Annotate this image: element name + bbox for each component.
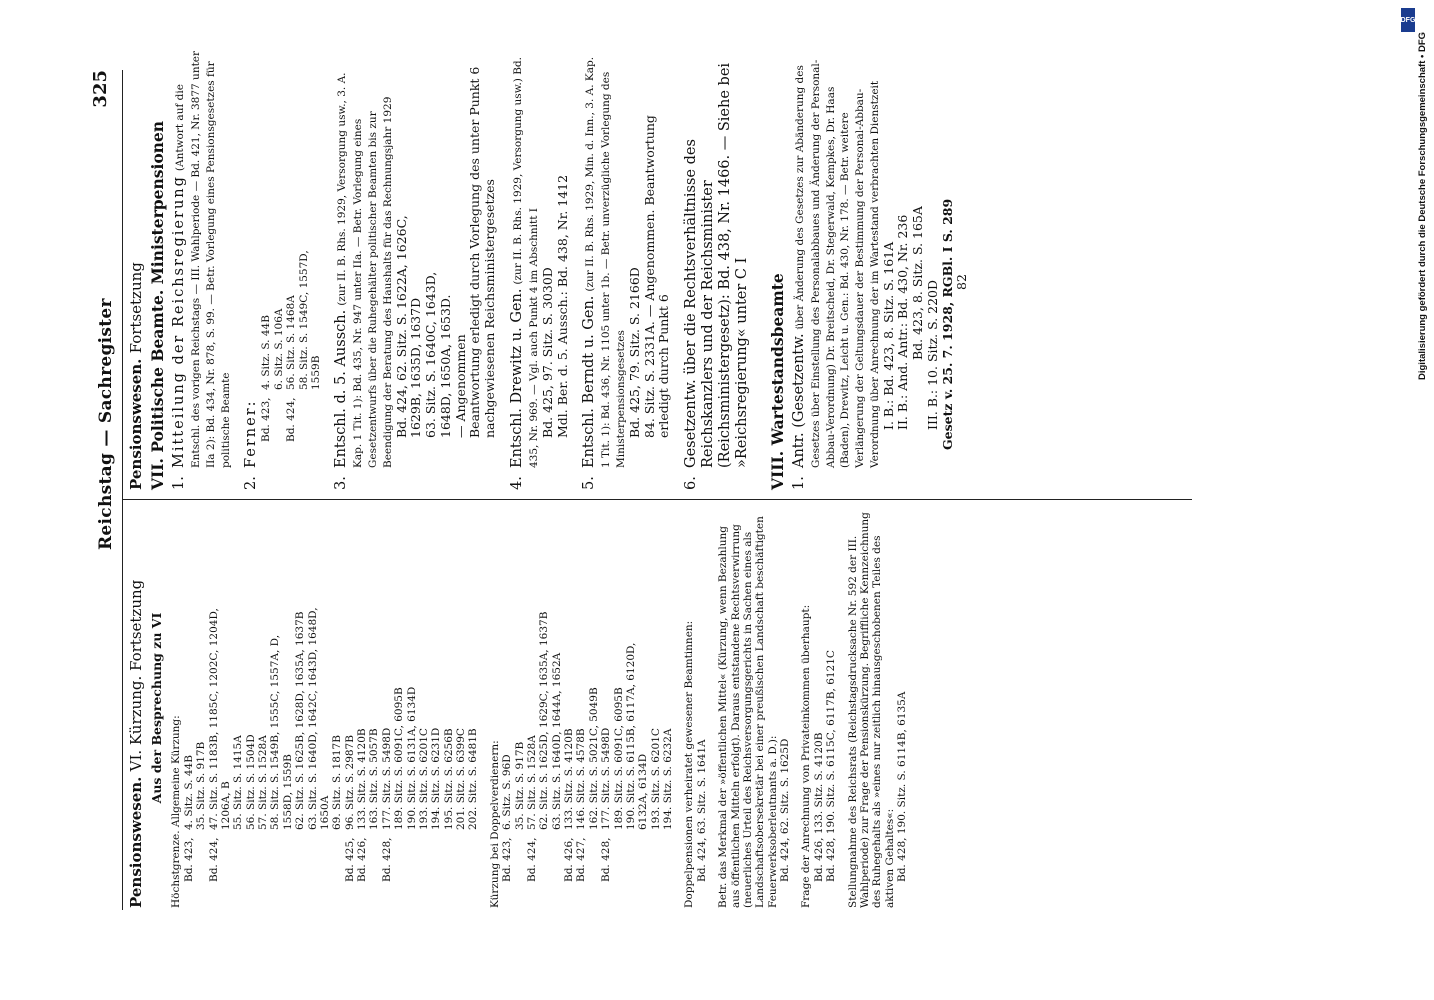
item-3-after (395, 50, 498, 468)
paragraph-5: Frage der Anrechnung von Privateinkommen überhaupt: (800, 604, 813, 908)
reference-line: Beantwortung erledigt durch Vorlegung des unter Punkt 6 nachgewiesenen Reichsministergesetzes (467, 66, 498, 438)
header-rule (122, 70, 123, 910)
paragraph-3-ref: Bd. 424, 63. Sitz. S. 1641A (695, 739, 708, 882)
section-vii-title: VII. Politische Beamte. Ministerpensionen (147, 120, 167, 490)
item-number: 6. (683, 476, 700, 490)
left-intro-2: Kürzung bei Doppelverdienern: (488, 740, 501, 908)
item-title: Entschl. Berndt u. Gen. (581, 295, 598, 468)
vii-item-4 (509, 50, 570, 490)
reference-line: 195. Sitz. S. 6256B (442, 728, 455, 830)
reference-line: 63. Sitz. S. 1640D, 1642C, 1643D, 1648D, (306, 607, 319, 830)
section-subtitle: VI. Kürzung. Fortsetzung (127, 579, 145, 772)
reference-line: 193. Sitz. S. 6201C (649, 728, 662, 830)
item-5-after (628, 50, 672, 468)
section-title-text: Pensionswesen. (127, 776, 145, 908)
reference-line: 1558D, 1559B (281, 754, 294, 830)
reference-line: 63. Sitz. S. 1640C, 1643D, (423, 271, 439, 438)
reference-line: Bd. 424, 62. Sitz. S. 1622A, 1626C, (393, 215, 409, 438)
left-section-title (128, 508, 146, 908)
reference-line: 190. Sitz. S. 6131A, 6134D (405, 686, 418, 830)
reference-line: 201. Sitz. S. 6399C (455, 728, 468, 830)
item-number: 4. (508, 476, 525, 490)
item-title: Antr. (Gesetzentw. (790, 333, 807, 468)
viii-references (882, 50, 941, 490)
reference-line: 58. Sitz. S. 1549B, 1555C, 1557A, D, (269, 634, 282, 830)
reference-lines (381, 508, 480, 830)
reference-row (381, 508, 480, 908)
volume-label: Bd. 426, (563, 837, 576, 882)
reference-line: 133. Sitz. S. 4120B (563, 728, 576, 830)
reference-line: 69. Sitz. S. 1817B (331, 735, 344, 830)
reference-line: 177. Sitz. S. 5498D (380, 727, 393, 830)
reference-row (600, 508, 674, 908)
reference-lines (344, 508, 356, 830)
reference-row (208, 508, 344, 908)
vii-item-6 (683, 50, 751, 490)
paragraph-4: Betr. das Merkmal der »öffentlichen Mittel« (Kürzung, wenn Bezahlung aus öffentlichen Mitteln erfolgt). Daraus entstandene Rechtsverwirrung (neuerliches Urteil des Reichsversorgungsgerichts in Sachen eines als Landschaftsobersekretär bei einer preußischen Landschaft beschäftigten Feuerwerksoberleutnants a. D.): (717, 516, 779, 908)
reference-line: 1648D, 1650A, 1653D. (437, 294, 453, 438)
reference-line: Bd. 425, 97. Sitz. S. 3030D (539, 267, 555, 438)
running-title: Reichstag — Sachregister (96, 298, 116, 550)
viii-ref: Bd. 423, 8. Sitz. S. 165A (910, 206, 926, 360)
reference-row (526, 508, 563, 908)
reference-line: 56. Sitz. S. 1504D (244, 734, 257, 830)
paragraph-5-ref-2: Bd. 428, 190. Sitz. S. 6115C, 6117B, 6121C (825, 650, 838, 882)
reference-line: 56. Sitz. S. 1468A (285, 295, 298, 390)
volume-label: Bd. 423, (501, 837, 514, 882)
reference-line: 194. Sitz. S. 6231D (430, 727, 443, 830)
reference-row (501, 508, 526, 908)
reference-row (285, 50, 322, 468)
item-title: Ferner: (243, 399, 260, 468)
reference-line: 133. Sitz. S. 4120B (356, 728, 369, 830)
item-detail: (Antwort auf die Entschl. des vorigen Reichstags — III. Wahlperiode — Bd. 421, Nr. 3877 unter IIa 2): Bd. 434, Nr. 878, S. 99. — Betr. Vorlegung eines Pensionsgesetzes für politische Beamte (173, 50, 232, 468)
item-number: 2. (243, 476, 260, 490)
reference-line: 146. Sitz. S. 4578B (575, 728, 588, 830)
reference-line: Bd. 425, 79. Sitz. S. 2166D (626, 267, 642, 438)
reference-lines (501, 508, 526, 830)
reference-line: 1650A (318, 795, 331, 830)
reference-line: 194. Sitz. S. 6232A (662, 728, 675, 830)
reference-line: 47. Sitz. S. 1183B, 1185C, 1202C, 1204D, (207, 608, 220, 830)
viii-item-1 (791, 50, 882, 490)
reference-row (183, 508, 208, 908)
volume-label: Bd. 423, (260, 397, 273, 442)
item-number: 1. (170, 476, 187, 490)
volume-label: Bd. 424, (525, 837, 538, 882)
paragraph-5-ref-1: Bd. 426, 133. Sitz. S. 4120B (812, 732, 825, 882)
viii-ref: III. B.: 10. Sitz. S. 220D (924, 279, 940, 430)
item-title: Entschl. d. 5. Aussch. (333, 309, 350, 468)
page-header (84, 70, 124, 930)
reference-line: 1559B (309, 355, 322, 390)
vii-item-2 (243, 50, 322, 490)
reference-line: 57. Sitz. S. 1528A (525, 735, 538, 830)
reference-line: erledigt durch Punkt 6 (656, 294, 672, 438)
item-number: 1. (790, 476, 807, 490)
reference-lines (600, 508, 674, 830)
reference-row (260, 50, 285, 468)
vii-item-5 (581, 50, 672, 490)
left-subheading: Aus der Besprechung zu VI (148, 612, 164, 804)
reference-line: 96. Sitz. S. 2987B (343, 735, 356, 830)
paragraph-3: Doppelpensionen verheiratet gewesener Beamtinnen: (683, 620, 696, 908)
item-number: 3. (333, 476, 350, 490)
paragraph-6-ref: Bd. 428, 190. Sitz. S. 6114B, 6135A (896, 691, 909, 882)
reference-line: 162. Sitz. S. 5021C, 5049B (587, 687, 600, 830)
reference-line: 35. Sitz. S. 917B (195, 741, 208, 830)
reference-line: 6. Sitz. S. 106A (272, 308, 285, 390)
item-title: Gesetzentw. über die Rechtsverhältnisse des Reichskanzlers und der Reichsminister (Reichsministergesetz): Bd. 438, Nr. 1466. — Siehe bei »Reichsregierung« unter C I (683, 62, 751, 468)
section-viii-title: VIII. Wartestandsbeamte (767, 273, 787, 490)
paragraph-6: Stellungnahme des Reichsrats (Reichstagsdrucksache Nr. 592 der III. Wahlperiode) zur Frage der Pensionskürzung. Begriffliche Kennzeichnung des Ruhegehalts als »eines nur zeitlich hinausgeschobenen Teiles des aktiven Gehaltes«: (846, 512, 896, 908)
item-number: 5. (581, 476, 598, 490)
section-subtitle: Fortsetzung (127, 262, 145, 354)
sheet-number: 82 (954, 274, 970, 290)
right-section-title (128, 50, 146, 490)
reference-line: 57. Sitz. S. 1528A (257, 735, 270, 830)
volume-label: Bd. 424, (207, 837, 220, 882)
reference-group-2 (501, 508, 674, 908)
viii-ref: II. B.: And. Antr.: Bd. 430, Nr. 236 (895, 214, 911, 430)
reference-line: 55. Sitz. S. 1415A (232, 735, 245, 830)
reference-line: 1206A, B (219, 781, 232, 830)
reference-row (563, 508, 575, 908)
item-detail: (zur II. B. Rhs. 1929, Min. d. Inn., 3. A. Kap. 1 Tit. 1): Bd. 436, Nr. 1105 unter 1b. — Betr. unverzügliche Vorlegung des Ministerpensionsgesetzes (584, 56, 628, 468)
stamp-text: Digitalisierung gefördert durch die Deutsche Forschungsgemeinschaft • DFG (1417, 31, 1428, 380)
item-2-references (260, 50, 322, 468)
column-divider (122, 499, 1192, 500)
volume-label: Bd. 427, (575, 837, 588, 882)
reference-line: 6. Sitz. S. 96D (501, 754, 514, 830)
reference-lines (208, 508, 344, 830)
reference-line: 4. Sitz. S. 44B (182, 755, 195, 830)
volume-label: Bd. 428, (380, 837, 393, 882)
reference-line: 62. Sitz. S. 1625D, 1629C, 1635A, 1637B (538, 611, 551, 830)
reference-line: 58. Sitz. S. 1549C, 1557D, (297, 250, 310, 390)
item-detail: (zur II. B. Rhs. 1929, Versorgung usw.) Bd. 435, Nr. 969. — Vgl. auch Punkt 4 im Abschnitt I (511, 57, 541, 468)
volume-label: Bd. 428, (600, 837, 613, 882)
item-4-after (541, 50, 571, 468)
reference-line: 189. Sitz. S. 6091C, 6095B (612, 687, 625, 830)
reference-line: 189. Sitz. S. 6091C, 6095B (393, 687, 406, 830)
reference-lines (183, 508, 208, 830)
volume-label: Bd. 425, (343, 837, 356, 882)
reference-lines (526, 508, 563, 830)
reference-line: 6132A, 6134D (637, 753, 650, 830)
reference-line: 35. Sitz. S. 917B (513, 741, 526, 830)
reference-line: 163. Sitz. S. 5057B (368, 728, 381, 830)
reference-line: 193. Sitz. S. 6201C (417, 728, 430, 830)
reference-line: 190. Sitz. S. 6115B, 6117A, 6120D, (624, 642, 637, 830)
reference-line: 4. Sitz. S. 44B (260, 315, 273, 390)
right-column (128, 50, 970, 490)
reference-row (575, 508, 600, 908)
section-title-text: Pensionswesen. (127, 358, 145, 490)
digitization-stamp (1400, 0, 1434, 1000)
item-detail: (zur II. B. Rhs. 1929, Versorgung usw., 3. A. Kap. 1 Tit. 1): Bd. 435, Nr. 947 unter IIa. — Betr. Vorlegung eines Gesetzentwurfs über die Ruhegehälter politischer Beamten bis zur Beendigung der Beratung des Haushalts für das Rechnungsjahr 1929 (336, 72, 394, 468)
reference-lines (575, 508, 600, 830)
reference-line: Mdl. Ber. d. 5. Aussch.: Bd. 438, Nr. 1412 (554, 174, 570, 438)
reference-lines (356, 508, 381, 830)
reference-lines (285, 50, 322, 390)
item-detail: über Änderung des Gesetzes zur Abänderung des Gesetzes über Einstellung des Personalabbaues und Änderung der Personal-Abbau-Verordnung) Dr. Breitscheid, Dr. Stegerwald, Kempkes, Dr. Haas (Baden), Drewitz, Leicht u. Gen.: Bd. 430, Nr. 178. — Betr. weitere Verlängerung der Geltungsdauer der Bestimmung der Personal-Abbau-Verordnung über Anrechnung der im Wartestand verbrachten Dienstzeit (793, 59, 881, 468)
reference-line: 62. Sitz. S. 1625B, 1628D, 1635A, 1637B (294, 611, 307, 830)
reference-line: 177. Sitz. S. 5498D (600, 727, 613, 830)
vii-item-3 (333, 50, 498, 490)
volume-label: Bd. 423, (182, 837, 195, 882)
reference-group-1 (183, 508, 480, 908)
reference-line: — Angenommen (452, 334, 468, 438)
page-number: 325 (90, 70, 111, 108)
volume-label: Bd. 424, (285, 397, 298, 442)
item-title: Mitteilung der Reichsregierung (170, 175, 187, 468)
volume-label: Bd. 426, (356, 837, 369, 882)
reference-lines (563, 508, 575, 830)
reference-line: 1629B, 1635D, 1637D (408, 297, 424, 438)
reference-row (344, 508, 356, 908)
reference-line: 63. Sitz. S. 1640D, 1644A, 1652A (550, 652, 563, 830)
left-intro: Höchstgrenze. Allgemeine Kürzung: (170, 715, 183, 908)
reference-row (356, 508, 381, 908)
reference-line: 84. Sitz. S. 2331A. — Angenommen. Beantwortung (641, 115, 657, 438)
dfg-logo: DFG (1401, 8, 1415, 32)
reference-lines (260, 50, 285, 390)
vii-item-1 (171, 50, 232, 490)
paragraph-4-ref: Bd. 424, 62. Sitz. S. 1625D (779, 738, 792, 882)
left-column (128, 508, 908, 908)
viii-ref: I. B.: Bd. 423, 8. Sitz. S. 161A (880, 241, 896, 430)
item-title: Entschl. Drewitz u. Gen. (508, 288, 525, 468)
reference-line: 202. Sitz. S. 6481B (467, 728, 480, 830)
law-reference: Gesetz v. 25. 7. 1928, RGBl. I S. 289 (939, 198, 955, 450)
